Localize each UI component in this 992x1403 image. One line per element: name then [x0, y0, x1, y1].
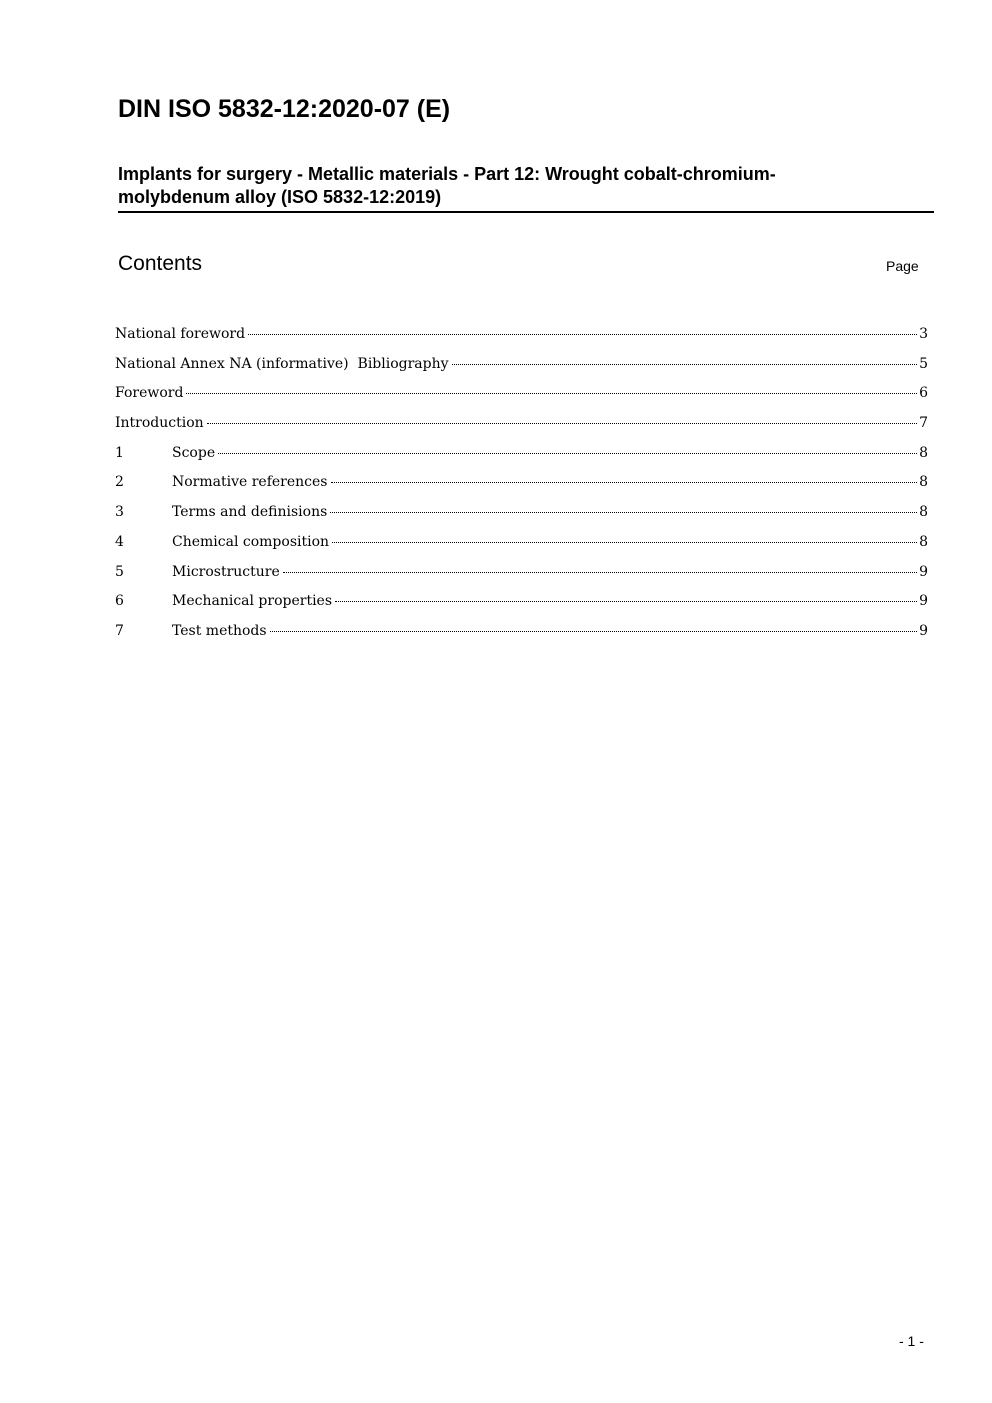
toc-entry-page: 8 [919, 444, 928, 461]
toc-entry-label: Terms and definisions [172, 504, 328, 521]
table-of-contents [115, 323, 928, 650]
toc-entry-microstructure[interactable] [115, 561, 928, 591]
toc-entry-number: 7 [115, 622, 124, 639]
toc-entry-national-annex[interactable] [115, 353, 928, 383]
toc-entry-number: 2 [115, 474, 124, 491]
toc-leader-dots [207, 423, 917, 424]
toc-entry-label: Microstructure [172, 563, 280, 580]
toc-leader-dots [186, 393, 917, 394]
toc-leader-dots [332, 542, 917, 543]
toc-leader-dots [331, 482, 918, 483]
toc-leader-dots [335, 601, 917, 602]
toc-entry-test-methods[interactable] [115, 620, 928, 650]
toc-entry-page: 9 [919, 622, 928, 639]
toc-entry-page: 7 [919, 415, 928, 432]
toc-entry-label: Foreword [115, 385, 184, 402]
toc-entry-national-foreword[interactable] [115, 323, 928, 353]
contents-heading: Contents [118, 252, 203, 275]
toc-entry-number: 5 [115, 563, 124, 580]
toc-entry-label: National foreword [115, 326, 246, 342]
toc-entry-page: 9 [919, 563, 928, 580]
toc-entry-normative-references[interactable] [115, 471, 928, 501]
toc-entry-label: Mechanical properties [172, 593, 333, 610]
toc-entry-label: Normative references [172, 474, 328, 491]
toc-entry-page: 5 [919, 355, 928, 372]
subtitle-line-1: Implants for surgery - Metallic materials - Part 12: Wrought cobalt-chromium- [118, 164, 776, 184]
toc-entry-label: Chemical composition [172, 533, 330, 550]
toc-entry-number: 1 [115, 444, 124, 461]
toc-leader-dots [270, 631, 918, 632]
toc-entry-number: 6 [115, 593, 124, 610]
toc-entry-label: Scope [172, 444, 216, 461]
toc-leader-dots [330, 512, 917, 513]
toc-entry-scope[interactable] [115, 442, 928, 472]
toc-entry-label: Introduction [115, 415, 204, 432]
toc-entry-chemical-composition[interactable] [115, 531, 928, 561]
toc-leader-dots [218, 453, 917, 454]
toc-entry-page: 6 [919, 385, 928, 402]
toc-entry-foreword[interactable] [115, 382, 928, 412]
toc-entry-page: 9 [919, 593, 928, 610]
document-title: DIN ISO 5832-12:2020-07 (E) [118, 95, 451, 123]
toc-entry-page: 8 [919, 474, 928, 491]
toc-entry-terms-and-definitions[interactable] [115, 501, 928, 531]
page-column-heading: Page [886, 258, 919, 274]
document-subtitle [118, 163, 934, 213]
toc-entry-page: 8 [919, 533, 928, 550]
toc-entry-number: 3 [115, 504, 124, 521]
toc-entry-label: Test methods [172, 622, 267, 639]
toc-entry-label: National Annex NA (informative) Bibliography [115, 355, 449, 372]
footer-page-number: - 1 - [899, 1333, 924, 1349]
toc-entry-mechanical-properties[interactable] [115, 590, 928, 620]
toc-leader-dots [248, 334, 917, 335]
toc-entry-number: 4 [115, 533, 124, 550]
toc-entry-introduction[interactable] [115, 412, 928, 442]
toc-leader-dots [283, 572, 917, 573]
subtitle-line-2: molybdenum alloy (ISO 5832-12:2019) [118, 187, 442, 207]
toc-entry-page: 8 [919, 504, 928, 521]
toc-leader-dots [452, 364, 918, 365]
toc-entry-page: 3 [919, 326, 928, 342]
